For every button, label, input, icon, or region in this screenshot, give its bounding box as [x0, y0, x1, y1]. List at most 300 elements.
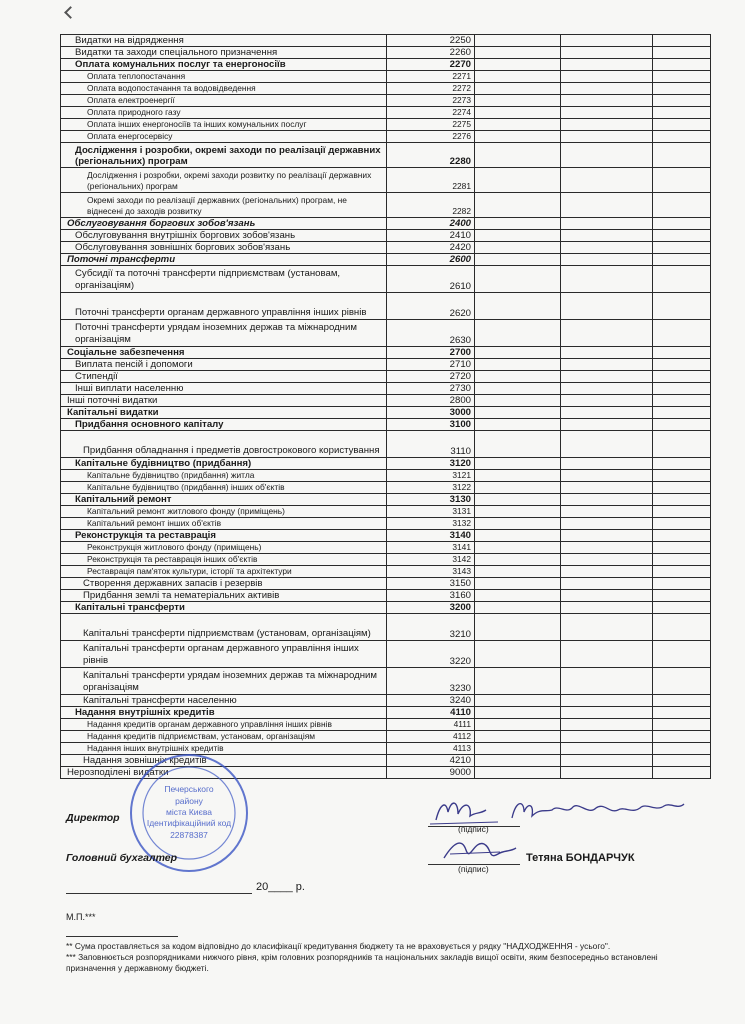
- empty-value-cell: [475, 743, 561, 755]
- empty-value-cell: [653, 602, 711, 614]
- empty-value-cell: [561, 95, 653, 107]
- empty-value-cell: [561, 230, 653, 242]
- empty-value-cell: [561, 266, 653, 293]
- empty-value-cell: [561, 143, 653, 168]
- empty-value-cell: [653, 47, 711, 59]
- empty-value-cell: [475, 719, 561, 731]
- empty-value-cell: [653, 554, 711, 566]
- empty-value-cell: [475, 458, 561, 470]
- empty-value-cell: [561, 395, 653, 407]
- row-name: Надання внутрішніх кредитів: [61, 707, 387, 719]
- row-code: 3143: [387, 566, 475, 578]
- empty-value-cell: [475, 542, 561, 554]
- table-row: [61, 119, 711, 131]
- empty-value-cell: [561, 668, 653, 695]
- row-name: Дослідження і розробки, окремі заходи по реалізації державних (регіональних) програм: [61, 143, 387, 168]
- row-name: Капітальний ремонт житлового фонду (приміщень): [61, 506, 387, 518]
- row-name: Обслуговування зовнішніх боргових зобов'язань: [61, 242, 387, 254]
- corner-check-mark: [64, 6, 77, 19]
- table-row: [61, 383, 711, 395]
- stamp-line: 22878387: [170, 830, 208, 840]
- empty-value-cell: [475, 95, 561, 107]
- table-row: [61, 482, 711, 494]
- row-name: Капітальний ремонт інших об'єктів: [61, 518, 387, 530]
- empty-value-cell: [475, 494, 561, 506]
- row-code: 2280: [387, 143, 475, 168]
- table-row: [61, 168, 711, 193]
- row-name: Капітальні трансферти підприємствам (установам, організаціям): [61, 614, 387, 641]
- empty-value-cell: [561, 566, 653, 578]
- empty-value-cell: [561, 131, 653, 143]
- row-name: Нерозподілені видатки: [61, 767, 387, 779]
- stamp-line: Печерського: [164, 784, 214, 794]
- empty-value-cell: [475, 119, 561, 131]
- table-row: [61, 719, 711, 731]
- row-name: Реставрація пам'яток культури, історії та архітектури: [61, 566, 387, 578]
- empty-value-cell: [653, 359, 711, 371]
- empty-value-cell: [653, 482, 711, 494]
- row-name: Оплата теплопостачання: [61, 71, 387, 83]
- row-code: 2250: [387, 35, 475, 47]
- empty-value-cell: [561, 168, 653, 193]
- row-code: 4111: [387, 719, 475, 731]
- empty-value-cell: [561, 371, 653, 383]
- empty-value-cell: [561, 755, 653, 767]
- empty-value-cell: [561, 590, 653, 602]
- empty-value-cell: [653, 494, 711, 506]
- row-code: 2700: [387, 347, 475, 359]
- table-row: [61, 131, 711, 143]
- empty-value-cell: [475, 359, 561, 371]
- row-name: Соціальне забезпечення: [61, 347, 387, 359]
- table-row: [61, 407, 711, 419]
- row-code: 3140: [387, 530, 475, 542]
- row-code: 3132: [387, 518, 475, 530]
- empty-value-cell: [475, 518, 561, 530]
- row-name: Оплата енергосервісу: [61, 131, 387, 143]
- empty-value-cell: [475, 266, 561, 293]
- chief-accountant-sign-caption: (підпис): [458, 864, 489, 874]
- empty-value-cell: [561, 431, 653, 458]
- table-row: [61, 530, 711, 542]
- empty-value-cell: [653, 320, 711, 347]
- row-name: Оплата інших енергоносіїв та інших комунальних послуг: [61, 119, 387, 131]
- row-name: Обслуговування боргових зобов'язань: [61, 218, 387, 230]
- table-row: [61, 614, 711, 641]
- empty-value-cell: [475, 566, 561, 578]
- row-code: 2600: [387, 254, 475, 266]
- table-row: [61, 458, 711, 470]
- row-code: 4112: [387, 731, 475, 743]
- empty-value-cell: [653, 578, 711, 590]
- empty-value-cell: [561, 602, 653, 614]
- table-row: [61, 254, 711, 266]
- empty-value-cell: [475, 695, 561, 707]
- empty-value-cell: [653, 542, 711, 554]
- empty-value-cell: [561, 518, 653, 530]
- empty-value-cell: [475, 143, 561, 168]
- table-row: [61, 218, 711, 230]
- empty-value-cell: [653, 371, 711, 383]
- chief-accountant-name: Тетяна БОНДАРЧУК: [526, 852, 635, 864]
- row-code: 3142: [387, 554, 475, 566]
- row-name: Реконструкція житлового фонду (приміщень): [61, 542, 387, 554]
- empty-value-cell: [475, 293, 561, 320]
- row-name: Окремі заходи по реалізації державних (регіональних) програм, не віднесені до заходів розвитку: [61, 193, 387, 218]
- row-code: 2630: [387, 320, 475, 347]
- empty-value-cell: [561, 35, 653, 47]
- empty-value-cell: [475, 707, 561, 719]
- empty-value-cell: [653, 668, 711, 695]
- empty-value-cell: [653, 743, 711, 755]
- footnote-separator: [66, 936, 178, 937]
- table-row: [61, 542, 711, 554]
- table-row: [61, 731, 711, 743]
- row-name: Видатки на відрядження: [61, 35, 387, 47]
- row-code: 2273: [387, 95, 475, 107]
- empty-value-cell: [653, 731, 711, 743]
- empty-value-cell: [561, 614, 653, 641]
- row-code: 2410: [387, 230, 475, 242]
- chief-accountant-label: Головний бухгалтер: [66, 852, 178, 864]
- row-code: 3131: [387, 506, 475, 518]
- empty-value-cell: [561, 293, 653, 320]
- table-row: [61, 47, 711, 59]
- empty-value-cell: [561, 542, 653, 554]
- row-name: Інші виплати населенню: [61, 383, 387, 395]
- empty-value-cell: [475, 35, 561, 47]
- row-code: 3100: [387, 419, 475, 431]
- svg-text:Печерськогорайонуміста КиєваІд: [147, 784, 231, 840]
- empty-value-cell: [475, 470, 561, 482]
- table-row: [61, 71, 711, 83]
- empty-value-cell: [475, 590, 561, 602]
- empty-value-cell: [561, 359, 653, 371]
- table-row: [61, 35, 711, 47]
- table-row: [61, 59, 711, 71]
- date-line: [66, 893, 252, 894]
- empty-value-cell: [561, 320, 653, 347]
- row-name: Поточні трансферти: [61, 254, 387, 266]
- row-code: 3210: [387, 614, 475, 641]
- empty-value-cell: [475, 168, 561, 193]
- empty-value-cell: [653, 193, 711, 218]
- row-code: 4113: [387, 743, 475, 755]
- empty-value-cell: [475, 419, 561, 431]
- row-name: Поточні трансферти органам державного управління інших рівнів: [61, 293, 387, 320]
- row-code: 3240: [387, 695, 475, 707]
- row-code: 4110: [387, 707, 475, 719]
- empty-value-cell: [561, 218, 653, 230]
- empty-value-cell: [475, 614, 561, 641]
- row-name: Капітальне будівництво (придбання) житла: [61, 470, 387, 482]
- table-row: [61, 266, 711, 293]
- row-name: Поточні трансферти урядам іноземних держав та міжнародним організаціям: [61, 320, 387, 347]
- table-row: [61, 494, 711, 506]
- empty-value-cell: [653, 590, 711, 602]
- empty-value-cell: [653, 641, 711, 668]
- empty-value-cell: [561, 743, 653, 755]
- row-code: 3150: [387, 578, 475, 590]
- mp-label: М.П.***: [66, 912, 96, 922]
- row-name: Надання кредитів підприємствам, установам, організаціям: [61, 731, 387, 743]
- table-row: [61, 242, 711, 254]
- empty-value-cell: [475, 320, 561, 347]
- empty-value-cell: [561, 458, 653, 470]
- empty-value-cell: [561, 407, 653, 419]
- empty-value-cell: [475, 482, 561, 494]
- table-row: [61, 95, 711, 107]
- table-row: [61, 707, 711, 719]
- row-code: 2260: [387, 47, 475, 59]
- date-text: 20____ р.: [256, 881, 305, 893]
- empty-value-cell: [561, 482, 653, 494]
- row-name: Видатки та заходи спеціального призначення: [61, 47, 387, 59]
- empty-value-cell: [653, 131, 711, 143]
- table-row: [61, 554, 711, 566]
- row-code: 2272: [387, 83, 475, 95]
- row-name: Обслуговування внутрішніх боргових зобов'язань: [61, 230, 387, 242]
- empty-value-cell: [475, 602, 561, 614]
- row-name: Реконструкція та реставрація інших об'єктів: [61, 554, 387, 566]
- row-code: 2271: [387, 71, 475, 83]
- row-name: Виплата пенсій і допомоги: [61, 359, 387, 371]
- row-code: 3141: [387, 542, 475, 554]
- empty-value-cell: [653, 95, 711, 107]
- empty-value-cell: [653, 59, 711, 71]
- empty-value-cell: [475, 731, 561, 743]
- empty-value-cell: [653, 254, 711, 266]
- table-row: [61, 347, 711, 359]
- table-row: [61, 518, 711, 530]
- empty-value-cell: [561, 193, 653, 218]
- empty-value-cell: [561, 383, 653, 395]
- row-name: Придбання обладнання і предметів довгострокового користування: [61, 431, 387, 458]
- empty-value-cell: [475, 59, 561, 71]
- row-name: Реконструкція та реставрація: [61, 530, 387, 542]
- empty-value-cell: [475, 506, 561, 518]
- empty-value-cell: [653, 506, 711, 518]
- empty-value-cell: [653, 83, 711, 95]
- table-row: [61, 320, 711, 347]
- footnotes: [66, 941, 706, 974]
- director-label: Директор: [66, 812, 120, 824]
- row-code: 2420: [387, 242, 475, 254]
- row-code: 2270: [387, 59, 475, 71]
- row-name: Капітальне будівництво (придбання) інших об'єктів: [61, 482, 387, 494]
- row-name: Надання інших внутрішніх кредитів: [61, 743, 387, 755]
- empty-value-cell: [561, 119, 653, 131]
- empty-value-cell: [475, 230, 561, 242]
- empty-value-cell: [561, 242, 653, 254]
- stamp-line: району: [175, 796, 203, 806]
- empty-value-cell: [653, 266, 711, 293]
- empty-value-cell: [475, 668, 561, 695]
- row-code: 2720: [387, 371, 475, 383]
- row-code: 2800: [387, 395, 475, 407]
- row-code: 3120: [387, 458, 475, 470]
- empty-value-cell: [475, 431, 561, 458]
- table-row: [61, 293, 711, 320]
- empty-value-cell: [561, 470, 653, 482]
- row-name: Капітальне будівництво (придбання): [61, 458, 387, 470]
- table-row: [61, 83, 711, 95]
- row-name: Надання кредитів органам державного управління інших рівнів: [61, 719, 387, 731]
- empty-value-cell: [561, 506, 653, 518]
- row-name: Оплата електроенергії: [61, 95, 387, 107]
- director-sign-caption: (підпис): [458, 824, 489, 834]
- empty-value-cell: [561, 707, 653, 719]
- empty-value-cell: [653, 518, 711, 530]
- row-name: Придбання основного капіталу: [61, 419, 387, 431]
- row-name: Капітальні трансферти населенню: [61, 695, 387, 707]
- empty-value-cell: [561, 47, 653, 59]
- empty-value-cell: [653, 695, 711, 707]
- row-name: Дослідження і розробки, окремі заходи розвитку по реалізації державних (регіональних) програм: [61, 168, 387, 193]
- row-name: Капітальні трансферти урядам іноземних держав та міжнародним організаціям: [61, 668, 387, 695]
- empty-value-cell: [475, 554, 561, 566]
- row-code: 3000: [387, 407, 475, 419]
- empty-value-cell: [475, 371, 561, 383]
- footnote-2: *** Заповнюється розпорядниками нижчого рівня, крім головних розпорядників та національних закладів вищої освіти, яким безпосередньо встановлені призначення у державному бюджеті.: [66, 952, 658, 973]
- empty-value-cell: [653, 707, 711, 719]
- row-code: 2400: [387, 218, 475, 230]
- empty-value-cell: [475, 407, 561, 419]
- empty-value-cell: [475, 47, 561, 59]
- empty-value-cell: [653, 168, 711, 193]
- empty-value-cell: [561, 347, 653, 359]
- empty-value-cell: [653, 431, 711, 458]
- table-row: [61, 506, 711, 518]
- empty-value-cell: [653, 566, 711, 578]
- table-row: [61, 143, 711, 168]
- empty-value-cell: [653, 143, 711, 168]
- empty-value-cell: [653, 407, 711, 419]
- empty-value-cell: [653, 470, 711, 482]
- row-name: Надання зовнішніх кредитів: [61, 755, 387, 767]
- row-code: 3121: [387, 470, 475, 482]
- empty-value-cell: [561, 59, 653, 71]
- row-code: 2282: [387, 193, 475, 218]
- table-row: [61, 431, 711, 458]
- stamp-line: Ідентифікаційний код: [146, 818, 232, 828]
- empty-value-cell: [561, 554, 653, 566]
- table-body: [61, 35, 711, 779]
- table-row: [61, 668, 711, 695]
- row-name: Оплата водопостачання та водовідведення: [61, 83, 387, 95]
- chief-accountant-signature: [440, 832, 520, 868]
- empty-value-cell: [561, 578, 653, 590]
- footnote-1: ** Сума проставляється за кодом відповідно до класифікації кредитування бюджету та не враховується у рядку "НАДХОДЖЕННЯ - усього".: [66, 941, 611, 951]
- empty-value-cell: [653, 218, 711, 230]
- table-row: [61, 602, 711, 614]
- empty-value-cell: [561, 719, 653, 731]
- row-name: Придбання землі та нематеріальних активів: [61, 590, 387, 602]
- empty-value-cell: [475, 83, 561, 95]
- row-code: 3110: [387, 431, 475, 458]
- empty-value-cell: [475, 767, 561, 779]
- empty-value-cell: [475, 218, 561, 230]
- empty-value-cell: [561, 641, 653, 668]
- empty-value-cell: [475, 131, 561, 143]
- empty-value-cell: [653, 293, 711, 320]
- empty-value-cell: [561, 494, 653, 506]
- empty-value-cell: [561, 254, 653, 266]
- empty-value-cell: [475, 242, 561, 254]
- table-row: [61, 578, 711, 590]
- table-row: [61, 395, 711, 407]
- row-code: 4210: [387, 755, 475, 767]
- empty-value-cell: [653, 767, 711, 779]
- empty-value-cell: [475, 578, 561, 590]
- empty-value-cell: [653, 755, 711, 767]
- empty-value-cell: [475, 71, 561, 83]
- table-row: [61, 107, 711, 119]
- row-code: 3220: [387, 641, 475, 668]
- row-code: 2620: [387, 293, 475, 320]
- table-row: [61, 359, 711, 371]
- empty-value-cell: [653, 35, 711, 47]
- empty-value-cell: [561, 695, 653, 707]
- row-code: 3160: [387, 590, 475, 602]
- row-code: 2610: [387, 266, 475, 293]
- row-code: 9000: [387, 767, 475, 779]
- empty-value-cell: [475, 107, 561, 119]
- empty-value-cell: [653, 71, 711, 83]
- row-name: Інші поточні видатки: [61, 395, 387, 407]
- empty-value-cell: [475, 755, 561, 767]
- table-row: [61, 470, 711, 482]
- empty-value-cell: [653, 458, 711, 470]
- row-name: Капітальні трансферти: [61, 602, 387, 614]
- empty-value-cell: [653, 395, 711, 407]
- empty-value-cell: [653, 614, 711, 641]
- empty-value-cell: [653, 242, 711, 254]
- empty-value-cell: [561, 419, 653, 431]
- row-code: 2710: [387, 359, 475, 371]
- row-code: 3200: [387, 602, 475, 614]
- row-name: Оплата комунальних послуг та енергоносіїв: [61, 59, 387, 71]
- empty-value-cell: [653, 383, 711, 395]
- row-code: 2730: [387, 383, 475, 395]
- row-name: Оплата природного газу: [61, 107, 387, 119]
- row-name: Капітальні видатки: [61, 407, 387, 419]
- row-code: 3122: [387, 482, 475, 494]
- empty-value-cell: [561, 71, 653, 83]
- empty-value-cell: [653, 230, 711, 242]
- empty-value-cell: [475, 383, 561, 395]
- empty-value-cell: [653, 107, 711, 119]
- empty-value-cell: [475, 641, 561, 668]
- empty-value-cell: [475, 347, 561, 359]
- row-code: 3130: [387, 494, 475, 506]
- empty-value-cell: [475, 193, 561, 218]
- row-name: Стипендії: [61, 371, 387, 383]
- table-row: [61, 695, 711, 707]
- row-code: 2276: [387, 131, 475, 143]
- empty-value-cell: [561, 107, 653, 119]
- row-name: Субсидії та поточні трансферти підприємствам (установам, організаціям): [61, 266, 387, 293]
- empty-value-cell: [653, 719, 711, 731]
- empty-value-cell: [475, 530, 561, 542]
- empty-value-cell: [561, 731, 653, 743]
- table-row: [61, 590, 711, 602]
- table-row: [61, 371, 711, 383]
- row-code: 3230: [387, 668, 475, 695]
- row-code: 2274: [387, 107, 475, 119]
- table-row: [61, 230, 711, 242]
- empty-value-cell: [561, 767, 653, 779]
